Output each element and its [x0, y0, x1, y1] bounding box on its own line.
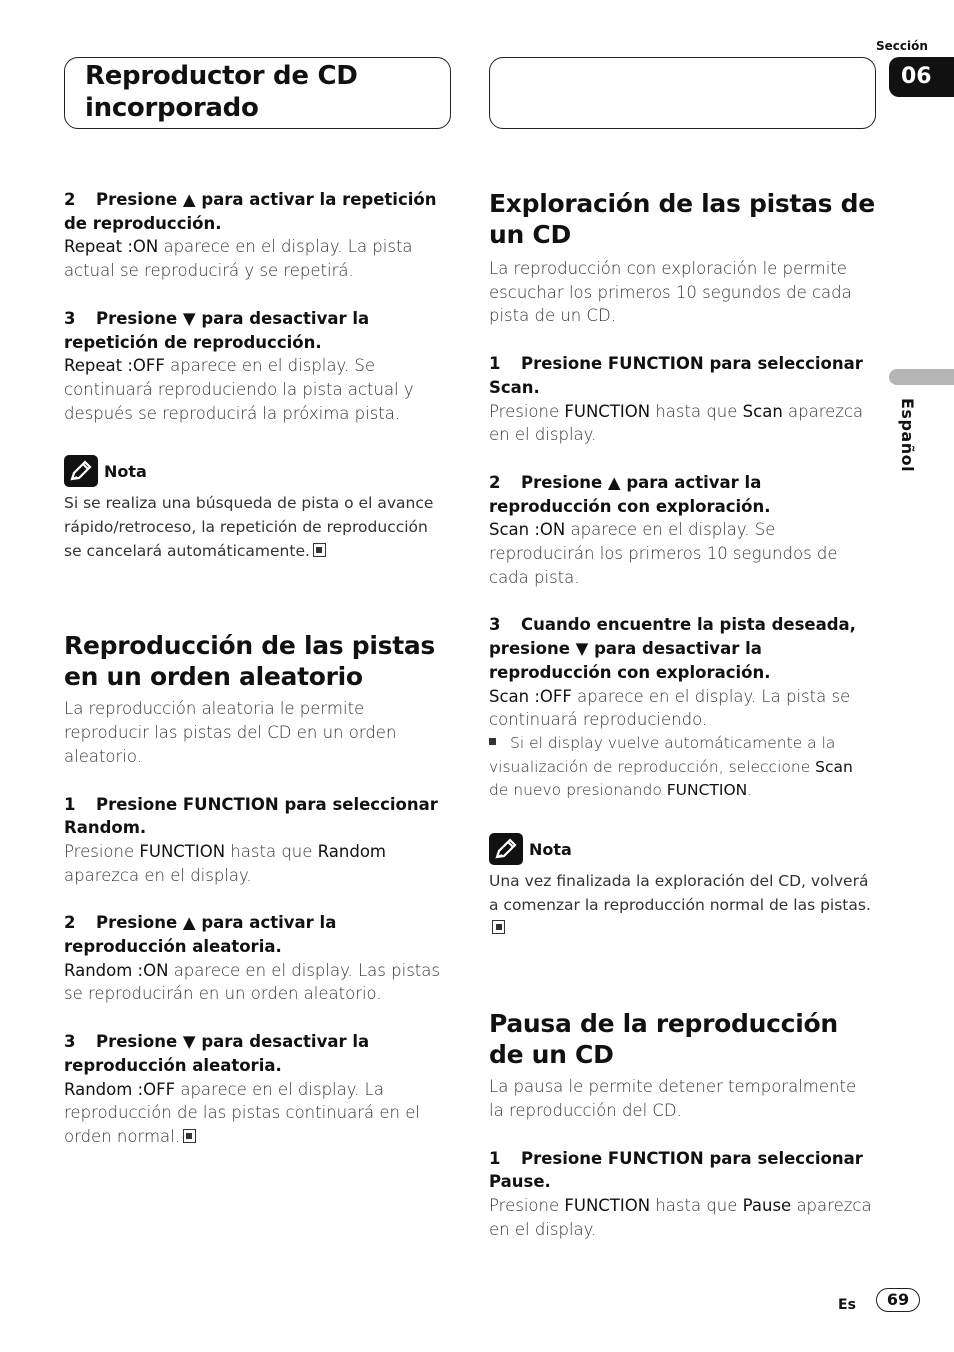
note-header [489, 833, 875, 865]
language-tab [889, 369, 954, 385]
scan-intro: La reproducción con exploración le permite escuchar los primeros 10 segundos de cada pista de un CD. [489, 259, 852, 326]
random-step-3: 3 Presione ▼ para desactivar la reproducción aleatoria. [64, 1032, 370, 1075]
random-step-3-body: Random :OFF aparece en el display. La reproducción de las pistas continuará en el orden normal. [64, 1079, 420, 1146]
repeat-step-3-body: Repeat :OFF aparece en el display. Se continuará reproduciendo la pista actual y después se reproducirá la próxima pista. [64, 356, 414, 423]
note-header [64, 455, 450, 487]
note-pencil-icon [489, 833, 523, 865]
repeat-step-2: 2 Presione ▲ para activar la repetición de reproducción. [64, 190, 437, 233]
scan-heading: Exploración de las pistas de un CD [489, 189, 875, 249]
end-mark-icon [492, 920, 505, 934]
scan-step-2-body: Scan :ON aparece en el display. Se reproducirán los primeros 10 segundos de cada pista. [489, 520, 838, 587]
scan-step-3: 3 Cuando encuentre la pista deseada, presione ▼ para desactivar la reproducción con exploración. [489, 615, 856, 682]
scan-step-1-body: Presione FUNCTION hasta que Scan aparezca en el display. [489, 401, 864, 445]
pause-heading: Pausa de la reproducción de un CD [489, 1009, 838, 1070]
random-intro: La reproducción aleatoria le permite reproducir las pistas del CD en un orden aleatorio. [64, 699, 397, 766]
scan-bullet: Si el display vuelve automáticamente a la visualización de reproducción, seleccione Scan de nuevo presionando FUNCTION. [489, 733, 853, 800]
scan-step-2: 2 Presione ▲ para activar la reproducción con exploración. [489, 472, 771, 516]
note-label: Nota [104, 461, 147, 481]
pause-step-1-body: Presione FUNCTION hasta que Pause aparezca en el display. [489, 1195, 872, 1239]
bullet-icon [489, 738, 496, 745]
note-text: Una vez finalizada la exploración del CD, volverá a comenzar la reproducción normal de las pistas. [489, 870, 875, 941]
scan-step-1: 1 Presione FUNCTION para seleccionar Scan. [489, 354, 863, 397]
pause-step-1: 1 Presione FUNCTION para seleccionar Pause. [489, 1148, 863, 1192]
language-label: Español [898, 398, 917, 473]
empty-header-box [489, 57, 876, 129]
repeat-step-2-body: Repeat :ON aparece en el display. La pista actual se reproducirá y se repetirá. [64, 237, 413, 281]
pause-intro: La pausa le permite detener temporalmente la reproducción del CD. [489, 1077, 857, 1120]
chapter-title: Reproductor de CD incorporado [85, 61, 358, 123]
section-label: Sección [876, 39, 928, 53]
end-mark-icon [313, 543, 326, 557]
random-step-2: 2 Presione ▲ para activar la reproducción aleatoria. [64, 913, 337, 957]
random-step-2-body: Random :ON aparece en el display. Las pistas se reproducirán en un orden aleatorio. [64, 960, 440, 1004]
note-label: Nota [529, 839, 572, 859]
random-heading: Reproducción de las pistas en un orden aleatorio [64, 631, 436, 692]
section-number-tab: 06 [889, 57, 954, 97]
language-code: Es [838, 1297, 856, 1313]
end-mark-icon [183, 1129, 196, 1143]
repeat-step-3: 3 Presione ▼ para desactivar la repetición de reproducción. [64, 308, 370, 352]
right-column [489, 188, 875, 1241]
scan-step-3-body: Scan :OFF aparece en el display. La pista se continuará reproduciendo. [489, 686, 851, 730]
left-column [64, 188, 450, 1149]
random-step-1-body: Presione FUNCTION hasta que Random aparezca en el display. [64, 841, 386, 885]
note-text: Si se realiza una búsqueda de pista o el avance rápido/retroceso, la repetición de reproducción se cancelará automáticamente. [64, 494, 434, 560]
note-pencil-icon [64, 455, 98, 487]
random-step-1: 1 Presione FUNCTION para seleccionar Random. [64, 794, 438, 838]
page-number: 69 [876, 1288, 920, 1312]
